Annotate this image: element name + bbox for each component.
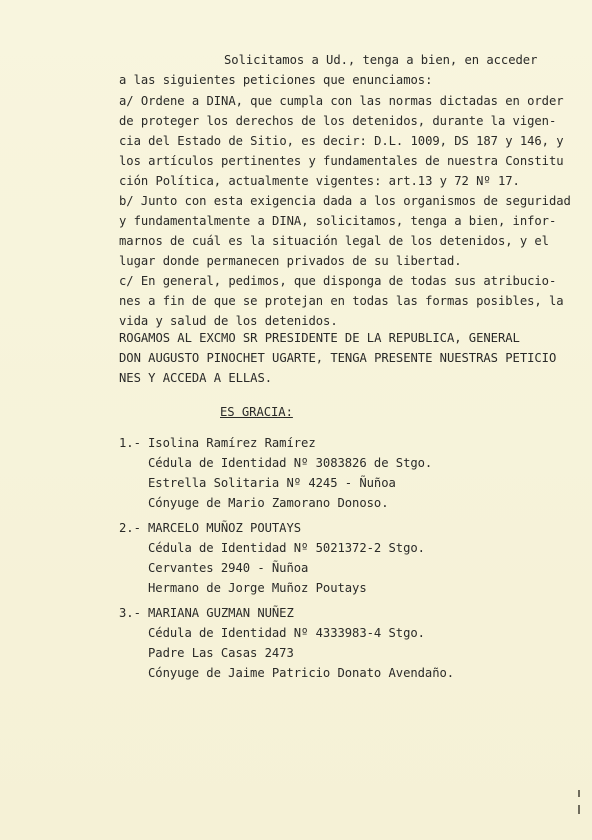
item-b-line-2: y fundamentalmente a DINA, solicitamos, tenga a bien, infor- — [119, 214, 557, 228]
signatory-1-number: 1.- — [119, 436, 141, 450]
item-c-line-2: nes a fin de que se protejan en todas las formas posibles, la — [119, 294, 564, 308]
opening-line-1: Solicitamos a Ud., tenga a bien, en acceder — [224, 53, 538, 67]
opening-line-2: a las siguientes peticiones que enunciamos: — [119, 73, 433, 87]
signatory-2-number: 2.- — [119, 521, 141, 535]
signatory-2-name: MARCELO MUÑOZ POUTAYS — [148, 521, 302, 535]
item-c-line-3: vida y salud de los detenidos. — [119, 314, 338, 328]
request-line-1: ROGAMOS AL EXCMO SR PRESIDENTE DE LA REPUBLICA, GENERAL — [119, 331, 520, 345]
signatory-2-relation: Hermano de Jorge Muñoz Poutays — [148, 581, 367, 595]
item-a-line-4: los artículos pertinentes y fundamentales de nuestra Constitu — [119, 154, 564, 168]
signatory-3-name: MARIANA GUZMAN NUÑEZ — [148, 606, 294, 620]
signatory-1-name: Isolina Ramírez Ramírez — [148, 436, 316, 450]
signatory-3-relation: Cónyuge de Jaime Patricio Donato Avendaño. — [148, 666, 455, 680]
item-a-line-3: cia del Estado de Sitio, es decir: D.L. 1009, DS 187 y 146, y — [119, 134, 564, 148]
signatory-3-number: 3.- — [119, 606, 141, 620]
signatory-1-id: Cédula de Identidad Nº 3083826 de Stgo. — [148, 456, 433, 470]
scan-mark — [578, 790, 580, 797]
item-a-line-5: ción Política, actualmente vigentes: art.13 y 72 Nº 17. — [119, 174, 520, 188]
scan-mark — [578, 805, 580, 814]
item-b-line-3: marnos de cuál es la situación legal de los detenidos, y el — [119, 234, 549, 248]
signatory-1-address: Estrella Solitaria Nº 4245 - Ñuñoa — [148, 476, 396, 490]
signatory-3-address: Padre Las Casas 2473 — [148, 646, 294, 660]
signatory-3-id: Cédula de Identidad Nº 4333983-4 Stgo. — [148, 626, 425, 640]
request-line-2: DON AUGUSTO PINOCHET UGARTE, TENGA PRESENTE NUESTRAS PETICIO — [119, 351, 557, 365]
closing-heading: ES GRACIA: — [220, 405, 293, 419]
signatory-1-relation: Cónyuge de Mario Zamorano Donoso. — [148, 496, 389, 510]
item-b-line-4: lugar donde permanecen privados de su libertad. — [119, 254, 462, 268]
item-a-line-2: de proteger los derechos de los detenidos, durante la vigen- — [119, 114, 557, 128]
item-a-line-1: a/ Ordene a DINA, que cumpla con las normas dictadas en order — [119, 94, 564, 108]
item-c-line-1: c/ En general, pedimos, que disponga de todas sus atribucio- — [119, 274, 557, 288]
item-b-line-1: b/ Junto con esta exigencia dada a los organismos de seguridad — [119, 194, 571, 208]
signatory-2-id: Cédula de Identidad Nº 5021372-2 Stgo. — [148, 541, 425, 555]
request-line-3: NES Y ACCEDA A ELLAS. — [119, 371, 273, 385]
signatory-2-address: Cervantes 2940 - Ñuñoa — [148, 561, 309, 575]
